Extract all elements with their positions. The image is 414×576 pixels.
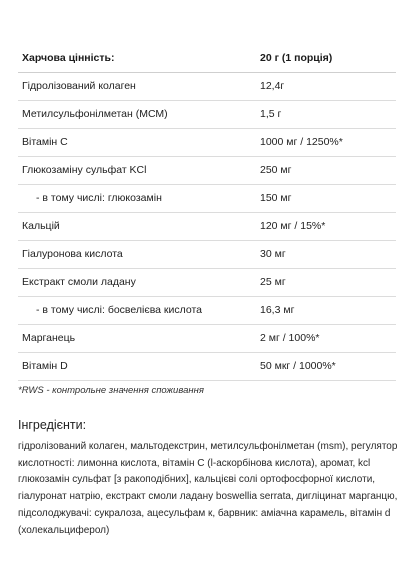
nutrition-header-serving: 20 г (1 порція): [260, 52, 333, 64]
nutrition-row: [18, 129, 396, 157]
nutrient-amount: 2 мг / 100%*: [260, 332, 320, 344]
nutrient-name: Вітамін D: [22, 360, 68, 372]
ingredients-title: Інгредієнти:: [18, 418, 87, 432]
nutrition-row: [18, 353, 396, 381]
nutrient-name: Екстракт смоли ладану: [22, 276, 136, 288]
nutrient-amount: 25 мг: [260, 276, 286, 288]
nutrient-name: Гідролізований колаген: [22, 80, 136, 92]
nutrient-amount: 12,4г: [260, 80, 285, 92]
nutrient-name: Метилсульфонілметан (МСМ): [22, 108, 168, 120]
nutrition-row: [18, 101, 396, 129]
nutrition-row: [18, 157, 396, 185]
nutrition-table: [18, 44, 396, 381]
nutrient-amount: 150 мг: [260, 192, 292, 204]
nutrition-header-row: [18, 44, 396, 73]
nutrient-name: Марганець: [22, 332, 76, 344]
nutrition-row: [18, 297, 396, 325]
nutrient-amount: 250 мг: [260, 164, 292, 176]
nutrition-row: [18, 73, 396, 101]
rws-footnote: *RWS - контрольне значення споживання: [18, 385, 204, 396]
nutrient-name: - в тому числі: глюкозамін: [36, 192, 162, 204]
nutrient-amount: 1000 мг / 1250%*: [260, 136, 343, 148]
nutrition-row: [18, 241, 396, 269]
nutrient-name: - в тому числі: босвелієва кислота: [36, 304, 203, 316]
nutrient-name: Глюкозаміну сульфат KCl: [22, 164, 147, 176]
nutrition-row: [18, 213, 396, 241]
nutrition-header-label: Харчова цінність:: [22, 52, 115, 64]
nutrition-row: [18, 269, 396, 297]
ingredients-text: гідролізований колаген, мальтодекстрин, метилсульфонілметан (msm), регулятор кислотності: лимонна кислота, вітамін С (l-аскорбінова кислота), аромат, kcl глюкозамін сульфат [з ракоподібних], кальцієві солі ортофосфорної кислоти, гіалуронат натрію, екстракт смоли ладану boswellia serrata, дигліцинат марганцю, підсолоджувачі: сукралоза, ацесульфам к, барвник: аміачна карамель, вітамін d (холекальциферол): [18, 441, 398, 536]
nutrition-row: [18, 325, 396, 353]
nutrient-name: Вітамін С: [22, 136, 68, 148]
nutrient-name: Гіалуронова кислота: [22, 248, 123, 260]
nutrient-amount: 30 мг: [260, 248, 286, 260]
nutrient-name: Кальцій: [22, 220, 60, 232]
nutrient-amount: 50 мкг / 1000%*: [260, 360, 336, 372]
nutrient-amount: 1,5 г: [260, 108, 282, 120]
nutrient-amount: 16,3 мг: [260, 304, 295, 316]
nutrition-row: [18, 185, 396, 213]
nutrient-amount: 120 мг / 15%*: [260, 220, 326, 232]
